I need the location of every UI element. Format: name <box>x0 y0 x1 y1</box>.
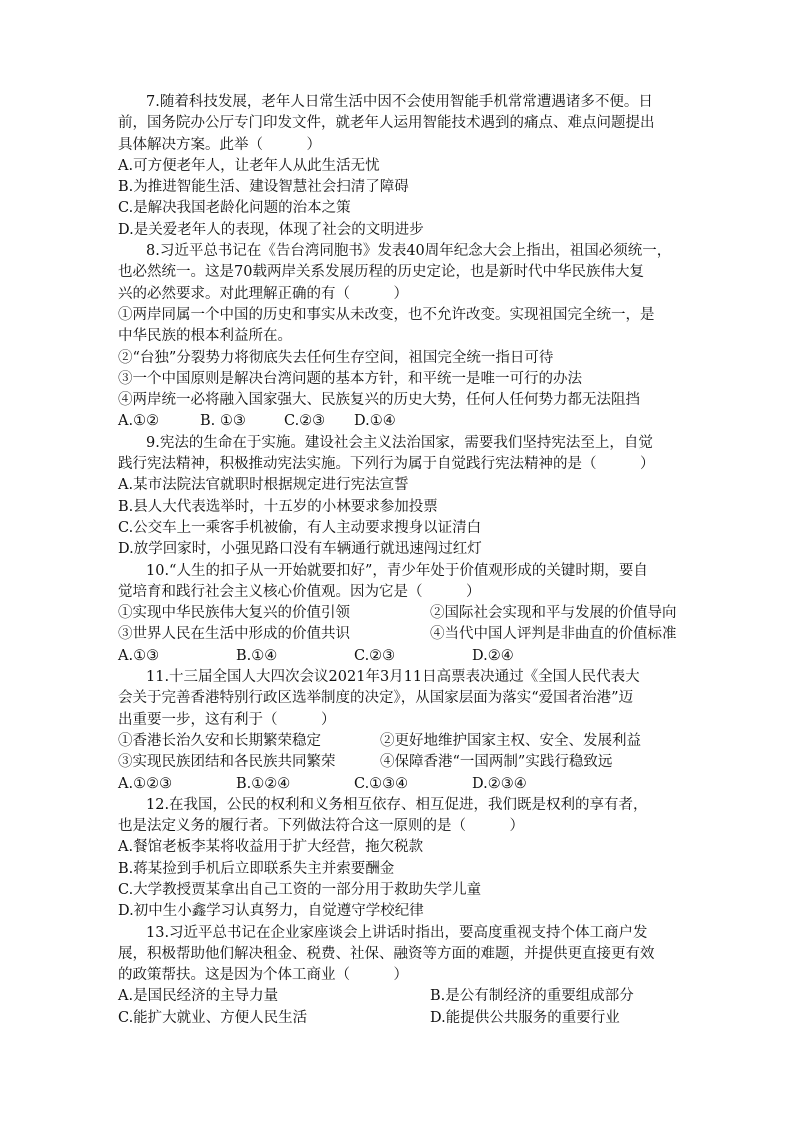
question-stem: 前，国务院办公厅专门印发文件，就老年人运用智能技术遇到的痛点、难点问题提出 <box>118 115 655 132</box>
statement: ④当代中国人评判是非曲直的价值标准 <box>430 626 677 643</box>
question-stem: 兴的必然要求。对此理解正确的有（ ） <box>118 285 408 302</box>
choice-a: A.①② <box>118 413 160 430</box>
statement-row <box>118 624 678 645</box>
question-stem: 7.随着科技发展，老年人日常生活中因不会使用智能手机常常遭遇诸多不便。日 <box>146 94 653 110</box>
option-b: B.蒋某捡到手机后立即联系失主并索要酬金 <box>118 860 395 877</box>
statement: ①实现中华民族伟大复兴的价值引领 <box>118 605 350 622</box>
option-c: C.是解决我国老龄化问题的治本之策 <box>118 200 351 217</box>
statement: ③世界人民在生活中形成的价值共识 <box>118 626 350 643</box>
option-a: A.可方便老年人，让老年人从此生活无忧 <box>118 157 380 174</box>
question-13 <box>118 923 678 1029</box>
option-c: C.能扩大就业、方便人民生活 <box>118 1009 308 1026</box>
statement-row <box>118 731 678 752</box>
choice-b: B.①②④ <box>236 775 291 792</box>
statement: ②国际社会实现和平与发展的价值导向 <box>430 605 677 622</box>
question-stem: 展，积极帮助他们解决租金、税费、社保、融资等方面的难题，并提供更直接更有效 <box>118 945 655 962</box>
question-11 <box>118 667 678 795</box>
option-a: A.某市法院法官就职时根据规定进行宪法宣誓 <box>118 477 409 494</box>
question-stem: 13.习近平总书记在企业家座谈会上讲话时指出，要高度重视支持个体工商户发 <box>146 924 648 941</box>
question-9 <box>118 433 678 561</box>
question-stem: 也是法定义务的履行者。下列做法符合这一原则的是（ ） <box>118 818 524 835</box>
statement: 中华民族的根本利益所在。 <box>118 328 292 345</box>
statement-row <box>118 752 678 773</box>
choice-d: D.②④ <box>472 647 514 664</box>
question-stem: 践行宪法精神，积极推动宪法实施。下列行为属于自觉践行宪法精神的是（ ） <box>118 456 655 473</box>
option-c: C.公交车上一乘客手机被偷，有人主动要求搜身以证清白 <box>118 519 482 536</box>
choice-row <box>118 774 678 795</box>
question-stem: 8.习近平总书记在《告台湾同胞书》发表40周年纪念大会上指出，祖国必须统一， <box>146 243 672 260</box>
question-8 <box>118 241 678 433</box>
question-stem: 具体解决方案。此举（ ） <box>118 136 321 153</box>
choice-c: C.②③ <box>354 647 396 664</box>
statement: ④保障香港“一国两制”实践行稳致远 <box>380 754 613 771</box>
question-stem: 出重要一步，这有利于（ ） <box>118 711 336 728</box>
choice-d: D.②③④ <box>472 775 527 792</box>
choice-c: C.②③ <box>284 413 326 430</box>
question-stem: 也必然统一。这是70载两岸关系发展历程的历史定论，也是新时代中华民族伟大复 <box>118 264 644 281</box>
choice-c: C.①③④ <box>354 775 409 792</box>
option-a: A.餐馆老板李某将收益用于扩大经营，拖欠税款 <box>118 839 424 856</box>
choice-b: B. ①③ <box>200 413 246 430</box>
option-b: B.县人大代表选举时，十五岁的小林要求参加投票 <box>118 498 438 515</box>
question-stem: 12.在我国，公民的权利和义务相互依存、相互促进，我们既是权利的享有者， <box>146 796 648 813</box>
option-d: D.放学回家时，小强见路口没有车辆通行就迅速闯过红灯 <box>118 541 482 558</box>
statement: ③一个中国原则是解决台湾问题的基本方针，和平统一是唯一可行的办法 <box>118 370 582 387</box>
question-stem: 觉培育和践行社会主义核心价值观。因为它是（ ） <box>118 583 481 600</box>
choice-d: D.①④ <box>354 413 396 430</box>
question-12 <box>118 795 678 923</box>
option-b: B.为推进智能生活、建设智慧社会扫清了障碍 <box>118 179 409 196</box>
question-stem: 11.十三届全国人大四次会议2021年3月11日高票表决通过《全国人民代表大 <box>146 669 640 686</box>
choice-a: A.①②③ <box>118 775 173 792</box>
choice-b: B.①④ <box>236 647 278 664</box>
statement: ①香港长治久安和长期繁荣稳定 <box>118 732 321 749</box>
option-a: A.是国民经济的主导力量 <box>118 988 279 1005</box>
option-c: C.大学教授贾某拿出自己工资的一部分用于救助失学儿童 <box>118 881 482 898</box>
statement-row <box>118 603 678 624</box>
option-b: B.是公有制经济的重要组成部分 <box>430 988 634 1005</box>
statement: ④两岸统一必将融入国家强大、民族复兴的历史大势，任何人任何势力都无法阻挡 <box>118 392 640 409</box>
statement: ②“台独”分裂势力将彻底失去任何生存空间，祖国完全统一指日可待 <box>118 349 554 366</box>
option-d: D.是关爱老年人的表现，体现了社会的文明进步 <box>118 221 424 238</box>
statement: ②更好地维护国家主权、安全、发展利益 <box>380 732 641 749</box>
question-stem: 会关于完善香港特别行政区选举制度的决定》，从国家层面为落实“爱国者治港”迈 <box>118 690 634 707</box>
option-d: D.能提供公共服务的重要行业 <box>430 1009 620 1026</box>
option-row <box>118 986 678 1007</box>
question-stem: 的政策帮扶。这是因为个体工商业（ ） <box>118 967 408 984</box>
choice-row <box>118 646 678 667</box>
question-stem: 9.宪法的生命在于实施。建设社会主义法治国家，需要我们坚持宪法至上，自觉 <box>146 434 653 451</box>
statement: ①两岸同属一个中国的历史和事实从未改变，也不允许改变。实现祖国完全统一，是 <box>118 306 655 323</box>
question-7 <box>118 92 678 241</box>
question-10 <box>118 561 678 667</box>
option-d: D.初中生小鑫学习认真努力，自觉遵守学校纪律 <box>118 903 424 920</box>
choice-row <box>118 411 678 432</box>
statement: ③实现民族团结和各民族共同繁荣 <box>118 754 336 771</box>
option-row <box>118 1008 678 1029</box>
question-list <box>118 92 678 1029</box>
choice-a: A.①③ <box>118 647 160 664</box>
question-stem: 10.“人生的扣子从一开始就要扣好”，青少年处于价值观形成的关键时期，要自 <box>146 562 648 579</box>
